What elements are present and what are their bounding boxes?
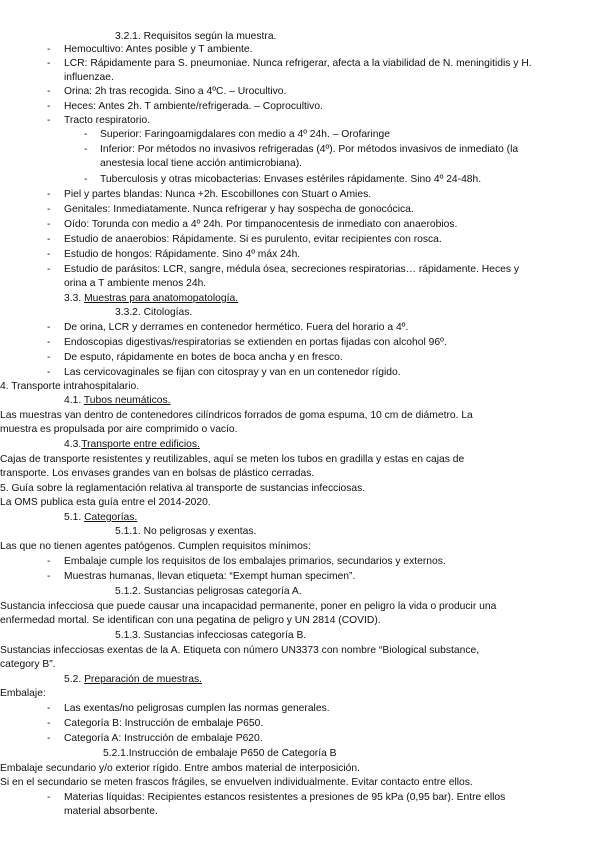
bullet-dash: -: [47, 556, 51, 567]
heading-4: 4. Transporte intrahospitalario.: [0, 381, 140, 392]
sub-bullet-dash: -: [84, 174, 88, 185]
bullet-dash: -: [47, 264, 51, 275]
heading-title: Categorías.: [84, 512, 138, 523]
list-item-cont: influenzae.: [64, 72, 114, 83]
bullet-dash: -: [47, 322, 51, 333]
bullet-dash: -: [47, 352, 51, 363]
heading-5-1-3: 5.1.3. Sustancias infecciosas categoría B.: [115, 630, 307, 641]
bullet-dash: -: [47, 115, 51, 126]
list-item: Las exentas/no peligrosas cumplen las normas generales.: [64, 703, 330, 714]
heading-number: 5.2.: [64, 674, 82, 685]
paragraph-cont: category B”.: [0, 659, 56, 670]
heading-5-2: [64, 674, 202, 686]
list-item: Categoría A: Instrucción de embalaje P620.: [64, 733, 263, 744]
heading-title: Preparación de muestras.: [84, 674, 202, 685]
list-item: Estudio de anaerobios: Rápidamente. Si es purulento, evitar recipientes con rosca.: [64, 234, 442, 245]
heading-5-1: [64, 512, 137, 524]
list-item: Tracto respiratorio.: [64, 115, 151, 126]
sub-list-item: Superior: Faringoamigdalares con medio a 4º 24h. – Orofaringe: [100, 129, 390, 140]
heading-3-3-2: 3.3.2. Citologías.: [115, 307, 193, 318]
list-item: De esputo, rápidamente en botes de boca ancha y en fresco.: [64, 352, 343, 363]
bullet-dash: -: [47, 44, 51, 55]
heading-3-3: [64, 293, 238, 305]
bullet-dash: -: [47, 249, 51, 260]
bullet-dash: -: [47, 703, 51, 714]
bullet-dash: -: [47, 86, 51, 97]
list-item: De orina, LCR y derrames en contenedor hermético. Fuera del horario a 4º.: [64, 322, 409, 333]
heading-number: 4.1.: [64, 395, 82, 406]
bullet-dash: -: [47, 367, 51, 378]
list-item-cont: orina a T ambiente menos 24h.: [64, 278, 207, 289]
heading-5-2-1: 5.2.1.Instrucción de embalaje P650 de Categoría B: [103, 748, 337, 759]
bullet-dash: -: [47, 718, 51, 729]
heading-5-1-2: 5.1.2. Sustancias peligrosas categoría A.: [115, 586, 302, 597]
paragraph: Las muestras van dentro de contenedores cilíndricos forrados de goma espuma, 10 cm de diámetro. La: [0, 410, 473, 421]
paragraph: Si en el secundario se meten frascos frágiles, se envuelven individualmente. Evitar contacto entre ellos.: [0, 777, 473, 788]
bullet-dash: -: [47, 204, 51, 215]
paragraph: Cajas de transporte resistentes y reutilizables, aquí se meten los tubos en gradilla y estas en cajas de: [0, 454, 465, 465]
paragraph-cont: enfermedad mortal. Se identifican con una pegatina de peligro y UN 2814 (COVID).: [0, 615, 381, 626]
list-item: Oído: Torunda con medio a 4º 24h. Por timpanocentesis de inmediato con anaerobios.: [64, 219, 458, 230]
paragraph: Embalaje secundario y/o exterior rígido. Entre ambos material de interposición.: [0, 763, 360, 774]
sub-list-item-cont: anestesia local tiene acción antimicrobiana).: [100, 158, 303, 169]
paragraph: Sustancia infecciosa que puede causar una incapacidad permanente, poner en peligro la vida o producir una: [0, 601, 497, 612]
list-item: Piel y partes blandas: Nunca +2h. Escobillones con Stuart o Amies.: [64, 189, 372, 200]
list-item: Materias líquidas: Recipientes estancos resistentes a presiones de 95 kPa (0,95 bar). Entre ellos: [64, 792, 506, 803]
paragraph: Las que no tienen agentes patógenos. Cumplen requisitos mínimos:: [0, 541, 311, 552]
list-item: Embalaje cumple los requisitos de los embalajes primarios, secundarios y externos.: [64, 556, 446, 567]
sub-bullet-dash: -: [84, 129, 88, 140]
paragraph-cont: transporte. Los envases grandes van en bolsas de plástico cerradas.: [0, 468, 315, 479]
list-item: Endoscopias digestivas/respiratorias se extienden en portas fijadas con alcohol 96º.: [64, 337, 447, 348]
sub-bullet-dash: -: [84, 144, 88, 155]
list-item-cont: material absorbente.: [64, 806, 158, 817]
heading-3-2-1: 3.2.1. Requisitos según la muestra.: [115, 31, 277, 42]
list-item: Muestras humanas, llevan etiqueta: “Exempt human specimen”.: [64, 571, 356, 582]
paragraph: Embalaje:: [0, 688, 46, 699]
list-item: Categoría B: Instrucción de embalaje P650.: [64, 718, 264, 729]
paragraph: La OMS publica esta guía entre el 2014-2020.: [0, 497, 211, 508]
sub-list-item: Tuberculosis y otras micobacterias: Envases estériles rápidamente. Sino 4º 24-48h.: [100, 174, 482, 185]
heading-5: 5. Guía sobre la reglamentación relativa al transporte de sustancias infecciosas.: [0, 483, 366, 494]
heading-5-1-1: 5.1.1. No peligrosas y exentas.: [115, 526, 257, 537]
list-item: Estudio de parásitos: LCR, sangre, médula ósea, secreciones respiratorias… rápidamente. Heces y: [64, 264, 520, 275]
list-item: Las cervicovaginales se fijan con citospray y van en un contenedor rígido.: [64, 367, 401, 378]
heading-title: Tubos neumáticos.: [83, 395, 171, 406]
sub-list-item: Inferior: Por métodos no invasivos refrigeradas (4º). Por métodos invasivos de inmediato (la: [100, 144, 519, 155]
heading-number: 5.1.: [64, 512, 82, 523]
bullet-dash: -: [47, 219, 51, 230]
list-item: Estudio de hongos: Rápidamente. Sino 4º máx 24h.: [64, 249, 301, 260]
bullet-dash: -: [47, 189, 51, 200]
paragraph: Sustancias infecciosas exentas de la A. Etiqueta con número UN3373 con nombre “Biological substance,: [0, 645, 480, 656]
bullet-dash: -: [47, 571, 51, 582]
list-item: LCR: Rápidamente para S. pneumoniae. Nunca refrigerar, afecta a la viabilidad de N. meningitidis y H.: [64, 58, 532, 69]
bullet-dash: -: [47, 337, 51, 348]
list-item: Heces: Antes 2h. T ambiente/refrigerada. – Coprocultivo.: [64, 101, 323, 112]
heading-4-1: [64, 395, 171, 407]
list-item: Genitales: Inmediatamente. Nunca refrigerar y hay sospecha de gonocócica.: [64, 204, 414, 215]
bullet-dash: -: [47, 58, 51, 69]
heading-4-3: [64, 439, 200, 451]
bullet-dash: -: [47, 101, 51, 112]
bullet-dash: -: [47, 733, 51, 744]
heading-number: 3.3.: [64, 293, 82, 304]
heading-title: Muestras para anatomopatología.: [84, 293, 239, 304]
heading-title: Transporte entre edificios.: [81, 439, 200, 450]
heading-number: 4.3.: [64, 439, 82, 450]
list-item: Hemocultivo: Antes posible y T ambiente.: [64, 44, 253, 55]
bullet-dash: -: [47, 792, 51, 803]
bullet-dash: -: [47, 234, 51, 245]
paragraph-cont: muestra es propulsada por aire comprimido o vacío.: [0, 424, 238, 435]
list-item: Orina: 2h tras recogida. Sino a 4ºC. – Urocultivo.: [64, 86, 287, 97]
